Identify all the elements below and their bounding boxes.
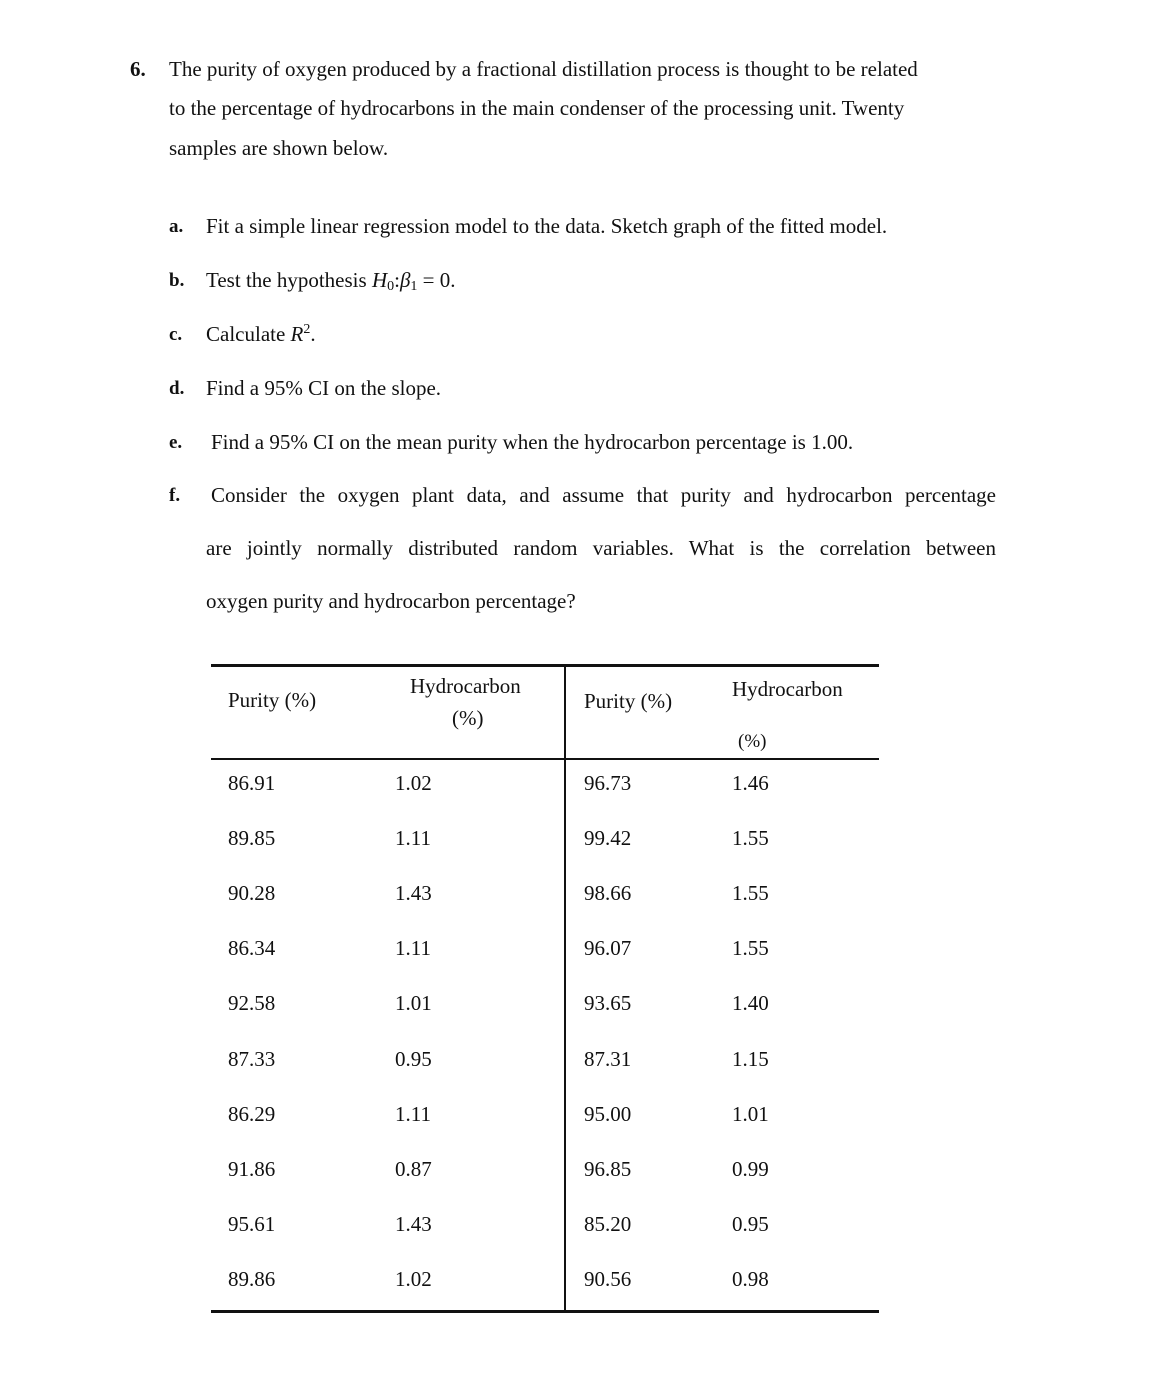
part-e-label: e. [169,432,183,453]
part-a-text: Fit a simple linear regression model to the data. Sketch graph of the fitted model. [206,214,888,238]
header-purity-1: Purity (%) [228,688,317,712]
part-c-text [206,322,316,347]
cell-hydrocarbon-2: 0.95 [732,1212,769,1236]
cell-purity-1: 90.28 [228,881,276,905]
cell-purity-1: 86.34 [228,936,276,960]
cell-purity-1: 92.58 [228,991,276,1015]
cell-purity-2: 96.07 [584,936,632,960]
part-d-label: d. [169,378,185,399]
cell-hydrocarbon-2: 0.99 [732,1157,769,1181]
part-b-text-before: Test the hypothesis [206,268,372,292]
cell-hydrocarbon-2: 1.40 [732,991,769,1015]
r-squared: R [290,322,304,346]
intro-line-3: samples are shown below. [169,136,389,160]
part-e-text: Find a 95% CI on the mean purity when the hydrocarbon percentage is 1.00. [211,430,854,454]
part-f-line-1: Consider the oxygen plant data, and assume that purity and hydrocarbon percentage [211,483,996,507]
cell-hydrocarbon-1: 1.02 [395,771,432,795]
question-number: 6. [130,57,146,81]
cell-hydrocarbon-1: 1.43 [395,1212,432,1236]
part-f-line-3: oxygen purity and hydrocarbon percentage? [206,589,576,613]
header-hydrocarbon-2: Hydrocarbon [732,677,843,701]
cell-purity-2: 85.20 [584,1212,632,1236]
table-top-rule [211,664,879,667]
intro-line-1: The purity of oxygen produced by a fractional distillation process is thought to be related [169,57,918,81]
part-f-line-2: are jointly normally distributed random variables. What is the correlation between [206,536,996,560]
hypothesis-rest: = 0. [417,268,456,292]
cell-purity-1: 86.91 [228,771,276,795]
cell-hydrocarbon-1: 1.11 [395,1102,431,1126]
header-hydrocarbon-1: Hydrocarbon [410,674,521,698]
part-c-text-before: Calculate [206,322,291,346]
cell-hydrocarbon-1: 0.95 [395,1047,432,1071]
table-header-rule [211,758,879,760]
cell-purity-2: 87.31 [584,1047,632,1071]
cell-hydrocarbon-2: 0.98 [732,1267,769,1291]
cell-hydrocarbon-2: 1.46 [732,771,769,795]
cell-purity-2: 95.00 [584,1102,632,1126]
cell-purity-2: 96.73 [584,771,632,795]
header-purity-2: Purity (%) [584,689,673,713]
hypothesis-beta-sub: 1 [410,279,418,294]
cell-hydrocarbon-2: 1.55 [732,826,769,850]
cell-hydrocarbon-2: 1.15 [732,1047,769,1071]
part-b-text [206,268,456,295]
cell-purity-2: 99.42 [584,826,632,850]
cell-purity-1: 91.86 [228,1157,276,1181]
hypothesis-h: H [371,268,388,292]
cell-purity-2: 93.65 [584,991,632,1015]
cell-hydrocarbon-1: 1.02 [395,1267,432,1291]
cell-purity-1: 87.33 [228,1047,276,1071]
part-c-label: c. [169,324,183,345]
cell-hydrocarbon-2: 1.01 [732,1102,769,1126]
cell-purity-1: 86.29 [228,1102,276,1126]
cell-purity-1: 89.85 [228,826,276,850]
cell-hydrocarbon-1: 1.01 [395,991,432,1015]
header-hydrocarbon-2-unit: (%) [738,731,767,752]
table-divider [564,664,566,1313]
cell-hydrocarbon-1: 1.11 [395,936,431,960]
hypothesis-beta: β [399,268,411,292]
r-squared-sup: 2 [303,322,311,337]
cell-purity-1: 89.86 [228,1267,276,1291]
cell-hydrocarbon-1: 0.87 [395,1157,432,1181]
part-b-label: b. [169,270,185,291]
cell-purity-1: 95.61 [228,1212,276,1236]
cell-hydrocarbon-2: 1.55 [732,881,769,905]
part-c-text-after: . [310,322,316,346]
part-a-label: a. [169,216,184,237]
part-d-text: Find a 95% CI on the slope. [206,376,442,400]
table-bottom-rule [211,1310,879,1313]
hypothesis-colon: : [394,268,400,292]
cell-purity-2: 98.66 [584,881,632,905]
cell-purity-2: 90.56 [584,1267,632,1291]
cell-hydrocarbon-1: 1.11 [395,826,431,850]
cell-hydrocarbon-1: 1.43 [395,881,432,905]
intro-line-2: to the percentage of hydrocarbons in the main condenser of the processing unit. Twenty [169,96,905,120]
cell-hydrocarbon-2: 1.55 [732,936,769,960]
hypothesis-h-sub: 0 [387,279,395,294]
cell-purity-2: 96.85 [584,1157,632,1181]
header-hydrocarbon-1-unit: (%) [452,706,484,730]
part-f-label: f. [169,485,181,506]
